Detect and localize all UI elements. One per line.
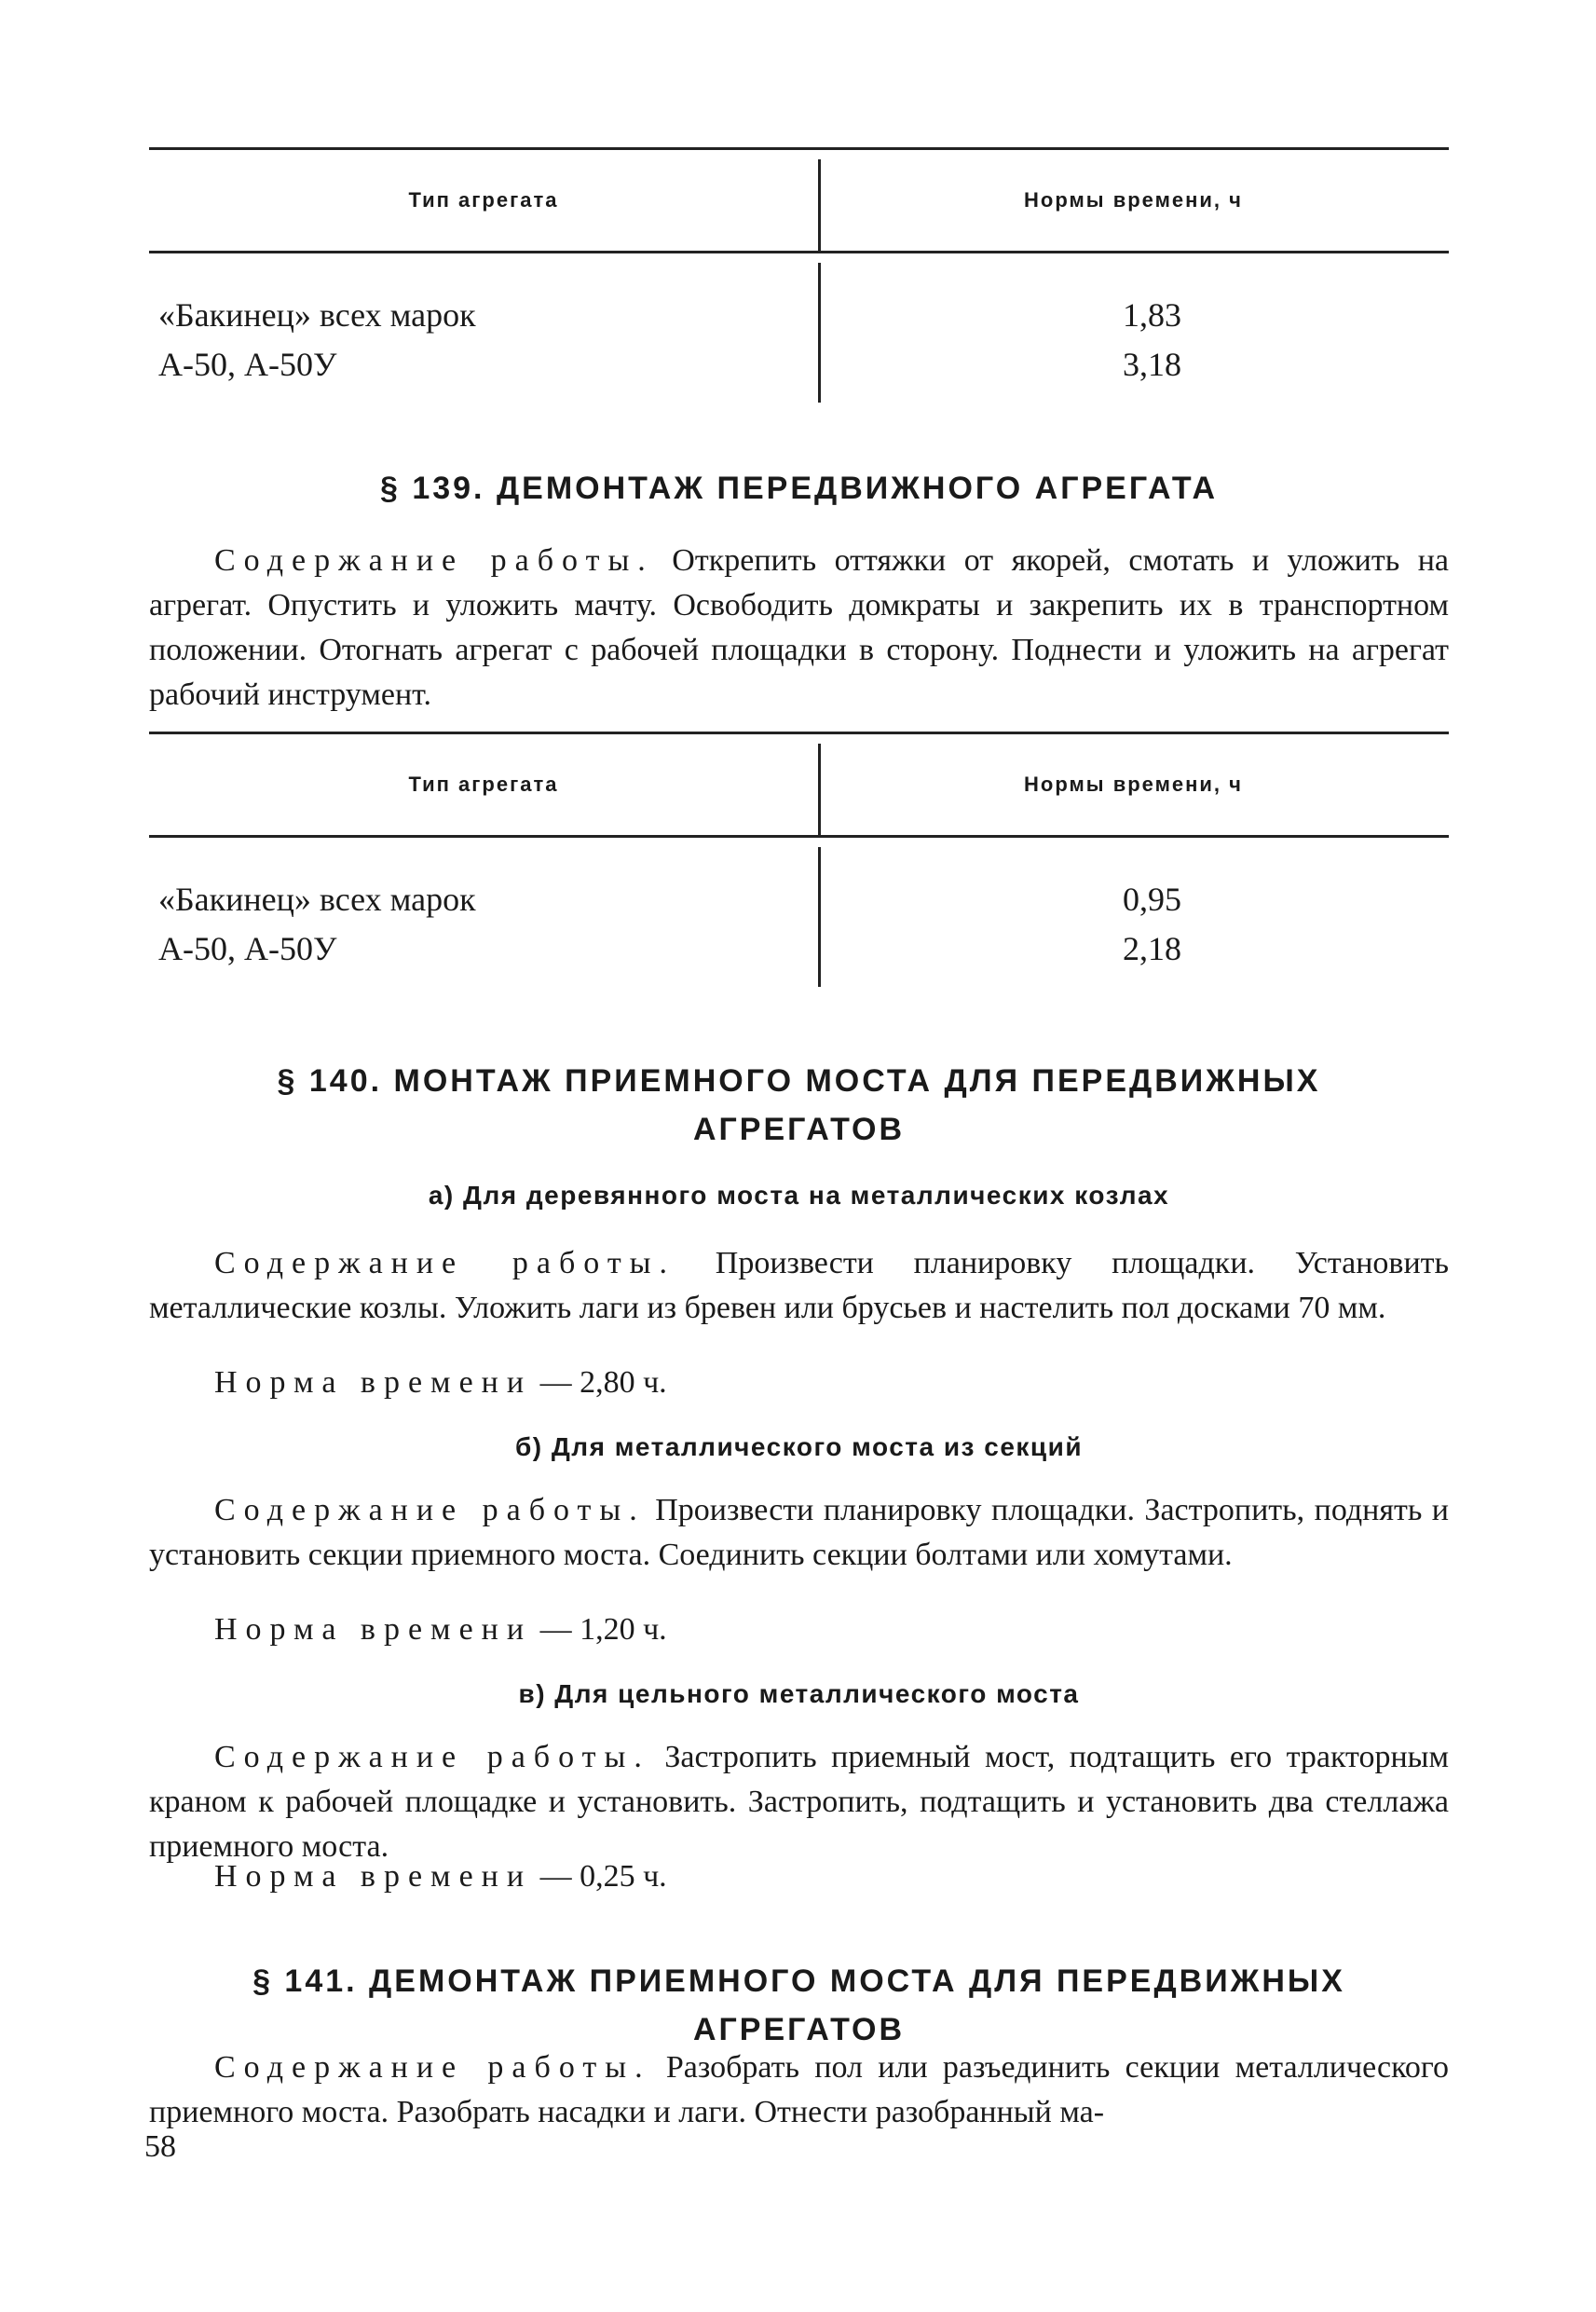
table-cell-type: А-50, А-50У xyxy=(158,930,337,967)
content-text: Открепить оттяжки от якорей, смотать и уложить на агрегат. Опустить и уложить мачту. Освободить домкраты и закрепить их в транспортном положении. Отогнать агрегат с рабочей площадки в сторону. Поднести и уложить на агрегат рабочий инструмент. xyxy=(149,543,1450,712)
header-type: Тип агрегата xyxy=(408,188,559,212)
norm-table-2 xyxy=(149,732,1449,987)
content-lead: Содержание работы. xyxy=(214,543,654,578)
norm-line-c xyxy=(214,1854,667,1899)
table-cell-norm: 3,18 xyxy=(1123,346,1181,383)
norm-lead: Норма времени xyxy=(214,1859,533,1894)
section-title-line: АГРЕГАТОВ xyxy=(692,2012,906,2047)
table-cell-norm: 1,83 xyxy=(1123,296,1181,334)
header-norm: Нормы времени, ч xyxy=(1024,773,1243,796)
subsection-b-text xyxy=(149,1488,1449,1578)
table-cell-type: «Бакинец» всех марок xyxy=(158,881,476,918)
content-lead: Содержание работы. xyxy=(214,1493,646,1527)
subsection-a-text xyxy=(149,1241,1449,1331)
table-body xyxy=(149,838,1449,987)
content-text: Застропить приемный мост, подтащить его тракторным краном к рабочей площадке и установить. Застропить, подтащить и установить два стеллажа приемного моста. xyxy=(149,1740,1450,1864)
norm-lead: Норма времени xyxy=(214,1365,533,1400)
section-139-text xyxy=(149,539,1449,718)
subsection-c-text xyxy=(149,1735,1449,1869)
column-divider xyxy=(818,159,821,251)
table-body xyxy=(149,253,1449,403)
page-number: 58 xyxy=(144,2129,176,2164)
table-cell-norm: 2,18 xyxy=(1123,930,1181,967)
content-text: Произвести планировку площадки. Установить металлические козлы. Уложить лаги из бревен или брусьев и настелить пол досками 70 мм. xyxy=(149,1246,1449,1325)
table-header xyxy=(149,150,1449,251)
section-title-line: § 140. МОНТАЖ ПРИЕМНОГО МОСТА ДЛЯ ПЕРЕДВИЖНЫХ xyxy=(277,1063,1321,1099)
table-cell-type: «Бакинец» всех марок xyxy=(158,296,476,334)
subsection-heading-b: б) Для металлического моста из секций xyxy=(514,1432,1084,1461)
norm-value: — 2,80 ч. xyxy=(539,1365,667,1400)
header-norm: Нормы времени, ч xyxy=(1024,188,1243,212)
norm-value: — 0,25 ч. xyxy=(539,1859,667,1894)
section-141-text xyxy=(149,2045,1449,2135)
column-divider xyxy=(818,744,821,835)
column-divider xyxy=(818,847,821,987)
content-lead: Содержание работы. xyxy=(214,1740,650,1774)
norm-line-a xyxy=(214,1361,667,1405)
content-lead: Содержание работы. xyxy=(214,1246,676,1280)
section-title-line: АГРЕГАТОВ xyxy=(692,1112,906,1147)
section-title-139: § 139. ДЕМОНТАЖ ПЕРЕДВИЖНОГО АГРЕГАТА xyxy=(379,471,1219,506)
norm-value: — 1,20 ч. xyxy=(539,1612,667,1647)
subsection-heading-a: а) Для деревянного моста на металлических козлах xyxy=(428,1181,1170,1210)
norm-lead: Норма времени xyxy=(214,1612,533,1647)
header-type: Тип агрегата xyxy=(408,773,559,796)
section-title-line: § 141. ДЕМОНТАЖ ПРИЕМНОГО МОСТА ДЛЯ ПЕРЕДВИЖНЫХ xyxy=(252,1963,1345,1999)
table-cell-type: А-50, А-50У xyxy=(158,346,337,383)
table-cell-norm: 0,95 xyxy=(1123,881,1181,918)
norm-table-1 xyxy=(149,147,1449,403)
section-title-140 xyxy=(149,1057,1449,1154)
subsection-heading-c: в) Для цельного металлического моста xyxy=(518,1679,1080,1708)
section-title-141 xyxy=(149,1957,1449,2054)
norm-line-b xyxy=(214,1607,667,1652)
content-text: Разобрать пол или разъединить секции металлического приемного моста. Разобрать насадки и лаги. Отнести разобранный ма- xyxy=(149,2050,1450,2129)
content-lead: Содержание работы. xyxy=(214,2050,651,2085)
table-header xyxy=(149,734,1449,835)
content-text: Произвести планировку площадки. Застропить, поднять и установить секции приемного моста. Соединить секции болтами или хомутами. xyxy=(149,1493,1450,1572)
column-divider xyxy=(818,263,821,403)
